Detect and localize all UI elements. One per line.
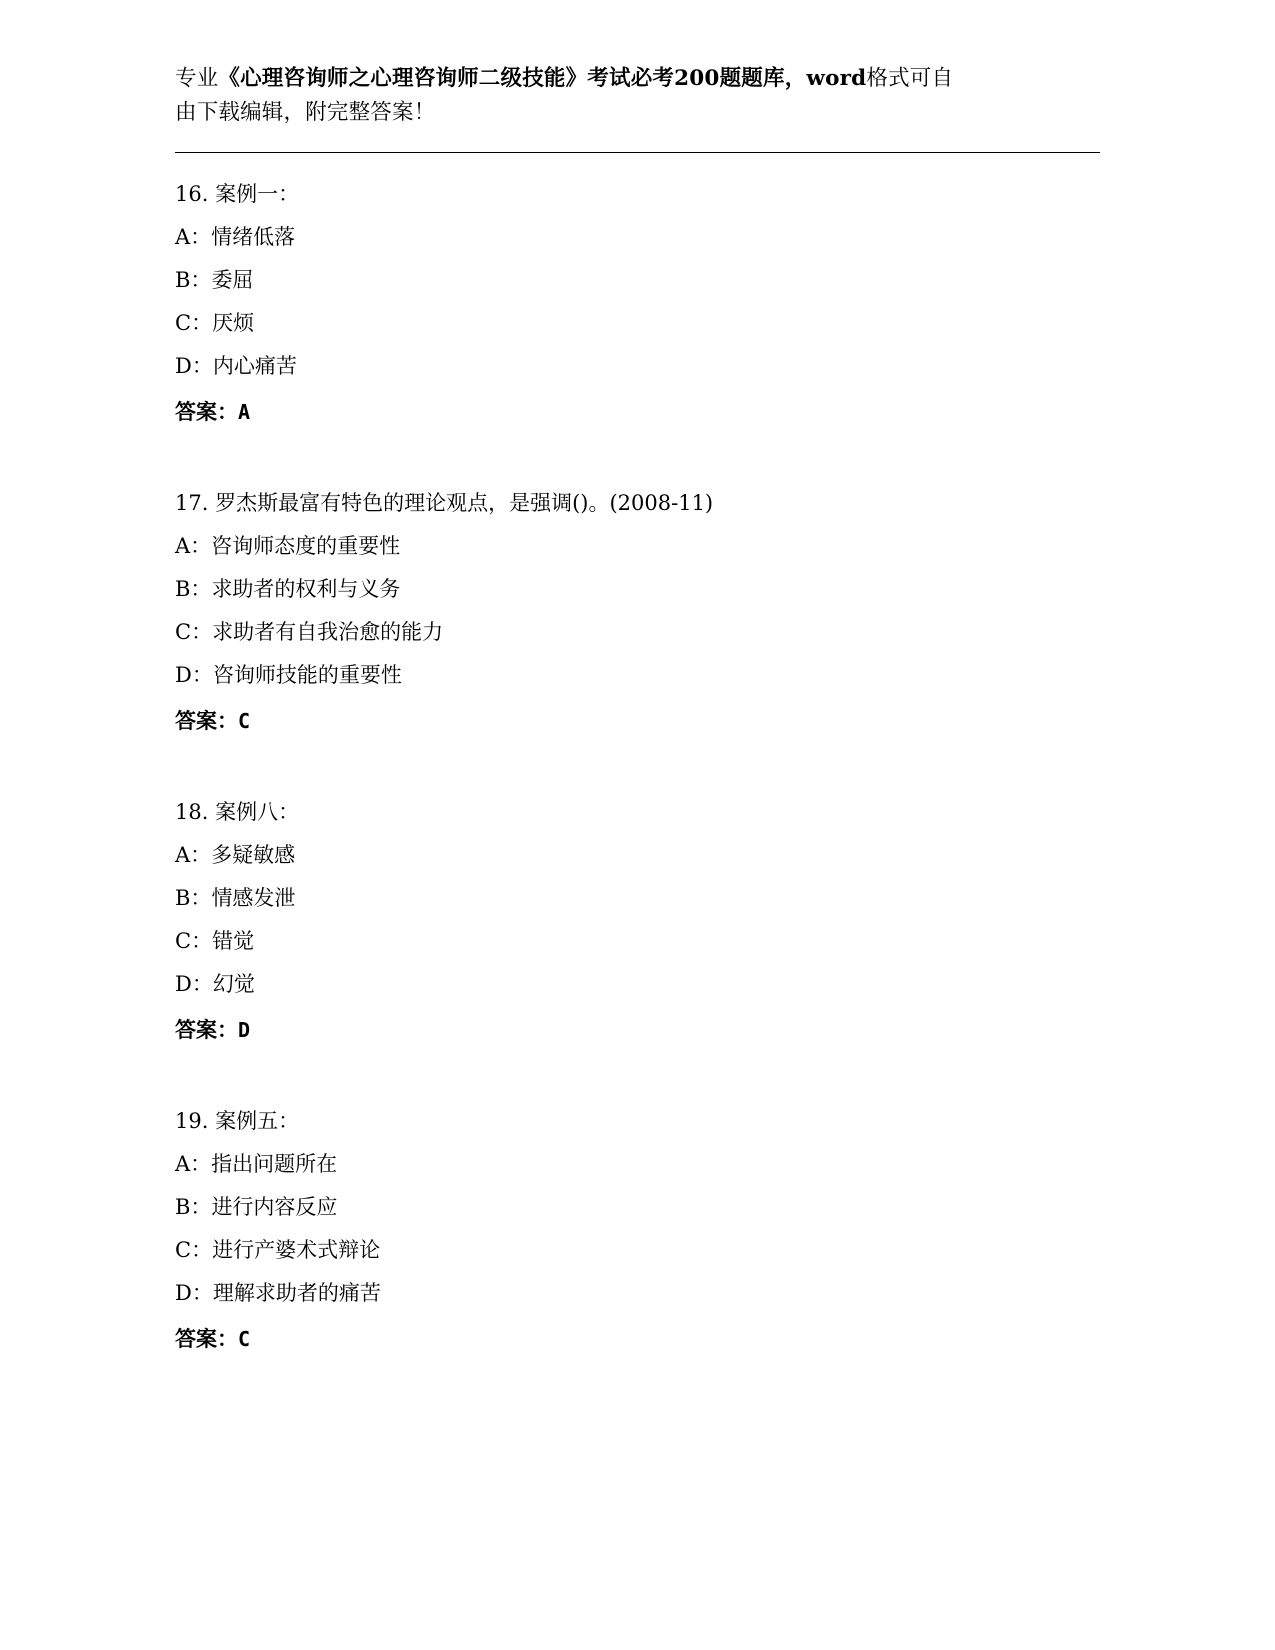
option-letter: D：: [175, 1281, 213, 1305]
answer-value: D: [238, 1018, 251, 1042]
question-item: [175, 1100, 1100, 1361]
document-header: [175, 62, 1100, 130]
answer-label: 答案：: [175, 708, 238, 733]
question-item: [175, 791, 1100, 1052]
option-b: [175, 568, 1100, 611]
option-text: 委屈: [211, 268, 254, 292]
answer-label: 答案：: [175, 1326, 238, 1351]
option-letter: D：: [175, 972, 213, 996]
question-item: [175, 482, 1100, 743]
header-divider: [175, 152, 1100, 153]
option-letter: D：: [175, 354, 213, 378]
option-letter: C：: [175, 1238, 213, 1262]
option-b: [175, 877, 1100, 920]
question-number: 16.: [175, 182, 209, 206]
option-text: 情感发泄: [211, 886, 296, 910]
answer-value: C: [238, 709, 251, 733]
option-letter: A：: [175, 843, 212, 867]
option-b: [175, 1186, 1100, 1229]
option-letter: B：: [175, 886, 212, 910]
question-text: 案例一：: [215, 182, 300, 206]
header-title: 《心理咨询师之心理咨询师二级技能》考试必考200题题库，word: [218, 66, 867, 91]
option-a: [175, 834, 1100, 877]
answer-row: [175, 699, 1100, 743]
question-number: 19.: [175, 1109, 209, 1133]
question-stem: [175, 173, 1100, 216]
option-b: [175, 259, 1100, 302]
option-d: [175, 963, 1100, 1006]
answer-value: C: [238, 1327, 251, 1351]
option-text: 求助者有自我治愈的能力: [212, 620, 444, 644]
option-d: [175, 1272, 1100, 1315]
option-text: 进行产婆术式辩论: [212, 1238, 381, 1262]
option-c: [175, 611, 1100, 654]
question-stem: [175, 482, 1100, 525]
option-text: 多疑敏感: [211, 843, 296, 867]
option-d: [175, 654, 1100, 697]
option-text: 咨询师技能的重要性: [212, 663, 402, 687]
question-list: [175, 173, 1100, 1361]
option-letter: B：: [175, 1195, 212, 1219]
option-text: 错觉: [212, 929, 255, 953]
option-letter: A：: [175, 1152, 212, 1176]
question-text: 案例五：: [215, 1109, 300, 1133]
answer-label: 答案：: [175, 1017, 238, 1042]
option-text: 内心痛苦: [212, 354, 297, 378]
option-text: 进行内容反应: [211, 1195, 338, 1219]
question-stem: [175, 1100, 1100, 1143]
option-text: 情绪低落: [211, 225, 296, 249]
answer-row: [175, 1008, 1100, 1052]
option-text: 厌烦: [212, 311, 255, 335]
option-c: [175, 1229, 1100, 1272]
option-letter: B：: [175, 577, 212, 601]
option-letter: C：: [175, 929, 213, 953]
option-a: [175, 1143, 1100, 1186]
option-letter: A：: [175, 534, 212, 558]
question-stem: [175, 791, 1100, 834]
option-a: [175, 525, 1100, 568]
question-number: 18.: [175, 800, 209, 824]
answer-label: 答案：: [175, 399, 238, 424]
header-prefix: 专业: [175, 66, 219, 91]
header-line-two: 由下载编辑，附完整答案！: [175, 100, 436, 125]
option-text: 指出问题所在: [211, 1152, 338, 1176]
header-suffix: 格式可自: [866, 66, 954, 91]
option-d: [175, 345, 1100, 388]
option-letter: A：: [175, 225, 212, 249]
question-number: 17.: [175, 491, 209, 515]
answer-row: [175, 390, 1100, 434]
answer-row: [175, 1317, 1100, 1361]
option-c: [175, 920, 1100, 963]
option-letter: C：: [175, 620, 213, 644]
option-letter: C：: [175, 311, 213, 335]
question-text: 罗杰斯最富有特色的理论观点，是强调()。(2008-11): [215, 491, 714, 515]
answer-value: A: [238, 400, 251, 424]
option-text: 求助者的权利与义务: [211, 577, 401, 601]
option-text: 理解求助者的痛苦: [212, 1281, 381, 1305]
option-text: 幻觉: [212, 972, 255, 996]
option-letter: B：: [175, 268, 212, 292]
question-text: 案例八：: [215, 800, 300, 824]
question-item: [175, 173, 1100, 434]
option-c: [175, 302, 1100, 345]
option-a: [175, 216, 1100, 259]
option-letter: D：: [175, 663, 213, 687]
option-text: 咨询师态度的重要性: [211, 534, 401, 558]
